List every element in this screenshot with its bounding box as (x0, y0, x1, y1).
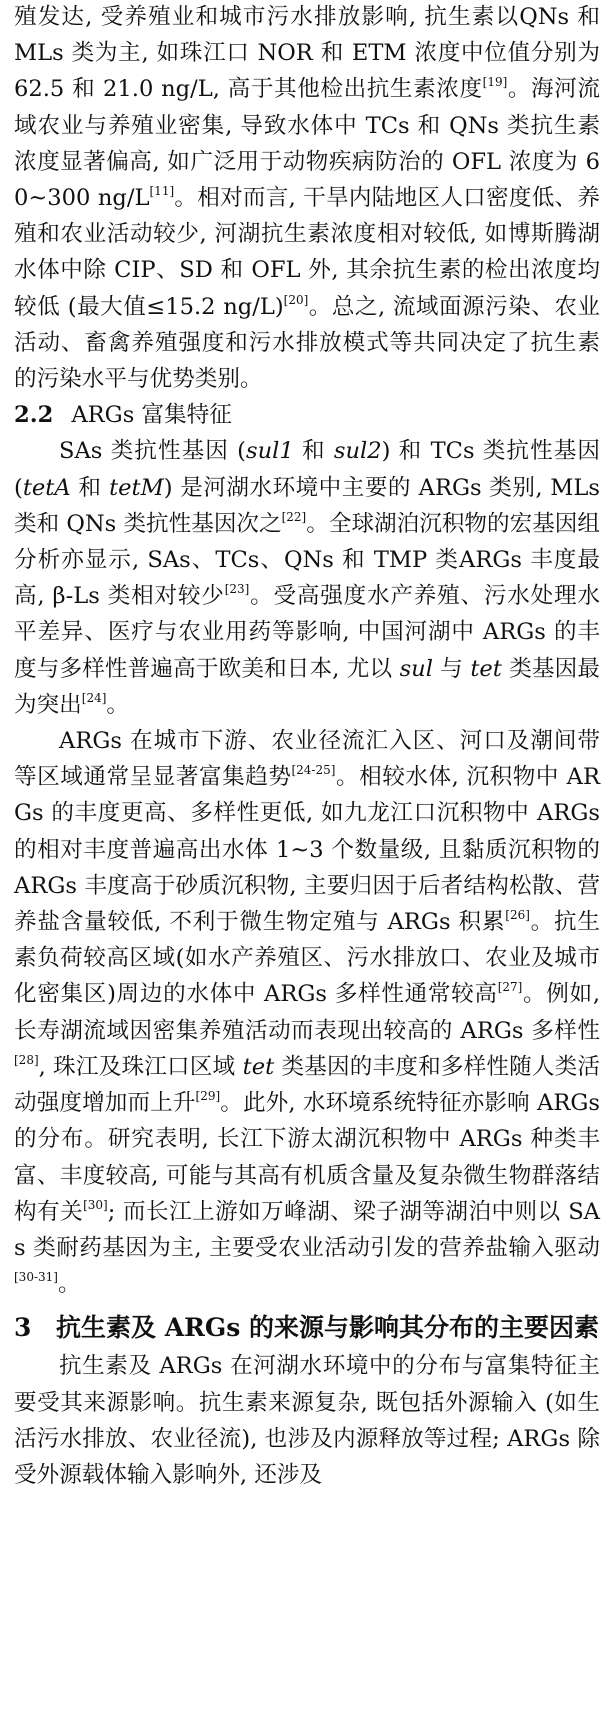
gene-name: tet (242, 1053, 275, 1080)
text-run: 殖发达, 受养殖业和城市污水排放影响, 抗生素以QNs 和 MLs 类为主, 如珠江口 NOR 和 ETM 浓度中位值分别为 62.5 和 21.0 ng/L, 高于其他检出抗生素浓度 (14, 4, 600, 103)
citation: [24] (81, 690, 107, 705)
text-run: 。相较水体, 沉积物中 ARGs 的丰度更高、多样性更低, 如九龙江口沉积物中 ARGs 的相对丰度普遍高出水体 1~3 个数量级, 且黏质沉积物的 ARGs 丰度高于砂质沉积物, 主要归因于后者结构松散、营养盐含量较低, 不利于微生物定殖与 ARGs 积累 (14, 764, 600, 936)
text-run: ) 是河湖水环境中主要的 ARGs 类别, MLs 类和 QNs 类抗性基因次之 (14, 474, 600, 537)
text-run: 。 (57, 1271, 81, 1298)
citation: [11] (149, 184, 175, 199)
text-run: 类基因最为突出 (14, 655, 600, 718)
text-run: 和 (70, 474, 110, 501)
text-run: 和 (293, 438, 334, 465)
text-run: 。全球湖泊沉积物的宏基因组分析亦显示, SAs、TCs、QNs 和 TMP 类ARGs 丰度最高, β-Ls 类相对较少 (14, 510, 600, 610)
gene-name: tetM (109, 474, 164, 501)
citation: [29] (195, 1089, 221, 1104)
gene-name: tet (470, 655, 502, 682)
text-run: 类基因的丰度和多样性随人类活动强度增加而上升 (14, 1053, 601, 1117)
citation: [24-25] (291, 763, 336, 778)
text-run: 。总之, 流域面源污染、农业活动、畜禽养殖强度和污水排放模式等共同决定了抗生素的污染水平与优势类别。 (14, 293, 600, 393)
citation: [28] (14, 1052, 39, 1067)
article-body (14, 0, 600, 1493)
section-number: 3 (14, 1313, 32, 1343)
section-title: ARGs 富集特征 (71, 402, 232, 429)
section-title: 抗生素及 ARGs 的来源与影响其分布的主要因素 (56, 1313, 600, 1343)
paragraph-antibiotic-regional-distribution (14, 0, 600, 397)
citation: [26] (505, 908, 530, 923)
citation: [20] (283, 292, 309, 307)
text-run: ; 而长江上游如万峰湖、梁子湖等湖泊中则以 SAs 类耐药基因为主, 主要受农业活动引发的营养盐输入驱动 (14, 1198, 601, 1261)
paragraph-args-categories (14, 433, 600, 723)
section-number: 2.2 (14, 402, 54, 429)
citation: [30] (83, 1197, 108, 1212)
citation: [22] (281, 509, 307, 524)
section-heading-2-2 (14, 397, 600, 433)
text-run: 。抗生素负荷较高区域(如水产养殖区、污水排放口、农业及城市化密集区)周边的水体中 ARGs 多样性通常较高 (14, 909, 601, 1008)
section-heading-3 (14, 1308, 600, 1348)
text-run: SAs 类抗性基因 ( (59, 438, 246, 465)
text-run: 。相对而言, 干旱内陆地区人口密度低、养殖和农业活动较少, 河湖抗生素浓度相对较低, 如博斯腾湖水体中除 CIP、SD 和 OFL 外, 其余抗生素的检出浓度均较低 (最大值≤15.2 ng/L) (14, 185, 600, 320)
gene-name: sul (399, 655, 433, 682)
text-run: 与 (432, 655, 471, 682)
text-run: 。海河流域农业与养殖业密集, 导致水体中 TCs 和 QNs 类抗生素浓度显著偏高, 如广泛用于动物疾病防治的 OFL 浓度为 60~300 ng/L (14, 76, 600, 212)
text-run: 。此外, 水环境系统特征亦影响 ARGs 的分布。研究表明, 长江下游太湖沉积物中 ARGs 种类丰富、丰度较高, 可能与其高有机质含量及复杂微生物群落结构有关 (14, 1090, 600, 1225)
text-run: 。 (106, 691, 130, 718)
text-run: 。受高强度水产养殖、污水处理水平差异、医疗与农业用药等影响, 中国河湖中 ARGs 的丰度与多样性普遍高于欧美和日本, 尤以 (14, 583, 601, 682)
citation: [19] (482, 75, 508, 90)
paragraph-sources-intro (14, 1348, 600, 1493)
text-run: 抗生素及 ARGs 在河湖水环境中的分布与富集特征主要受其来源影响。抗生素来源复杂, 既包括外源输入 (如生活污水排放、农业径流), 也涉及内源释放等过程; ARGs 除受外源载体输入影响外, 还涉及 (14, 1353, 600, 1488)
citation: [30-31] (14, 1270, 58, 1285)
text-run: 。例如, 长寿湖流域因密集养殖活动而表现出较高的 ARGs 多样性 (14, 981, 600, 1044)
gene-name: sul2 (333, 438, 382, 465)
citation: [27] (497, 980, 523, 995)
paragraph-args-enrichment-regions (14, 723, 600, 1302)
text-run: ARGs 在城市下游、农业径流汇入区、河口及潮间带等区域通常呈显著富集趋势 (14, 728, 600, 791)
text-run: , 珠江及珠江口区域 (38, 1053, 243, 1080)
gene-name: tetA (22, 474, 71, 501)
citation: [23] (224, 582, 250, 597)
gene-name: sul1 (245, 438, 294, 465)
text-run: ) 和 TCs 类抗性基因 ( (14, 438, 600, 501)
